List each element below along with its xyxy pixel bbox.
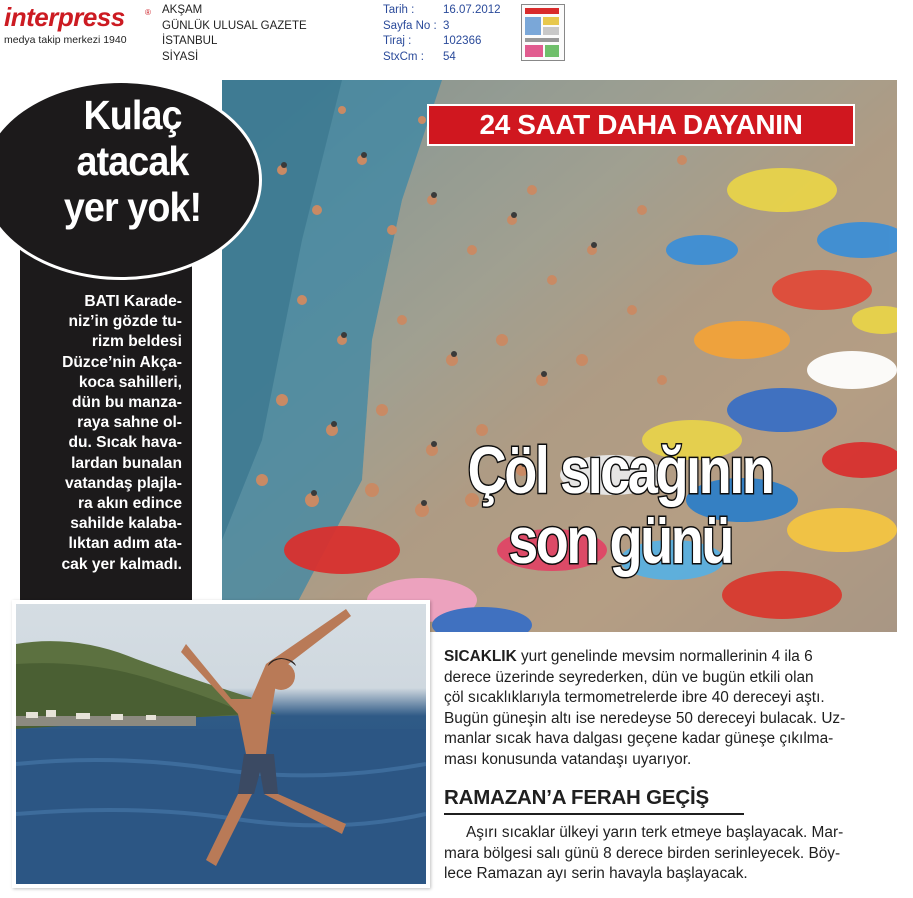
logo-brand: interpress xyxy=(4,2,125,32)
headline-banner: 24 SAAT DAHA DAYANIN xyxy=(427,104,855,146)
article2-line: Aşırı sıcaklar ülkeyi yarın terk etmeye başlayacak. Mar- xyxy=(466,824,844,841)
caption-line: BATI Karade- xyxy=(84,293,182,310)
clipping-meta xyxy=(383,3,523,65)
meta-date-row xyxy=(383,3,523,19)
article-line: çöl sıcaklıklarıyla termometrelerde ibre 40 dereceyi aştı. xyxy=(444,689,825,707)
meta-stxcm-value: 54 xyxy=(443,50,456,63)
caption-line: sahilde kalaba- xyxy=(70,515,182,533)
meta-circulation-value: 102366 xyxy=(443,35,482,47)
bubble-line-2: atacak xyxy=(76,138,189,184)
caption-line: rizm beldesi xyxy=(91,333,182,351)
headline-line-2: son günü xyxy=(508,503,732,577)
main-headline xyxy=(407,435,833,575)
caption-line: niz’in gözde tu- xyxy=(68,313,182,331)
article-first-line xyxy=(444,647,884,668)
caption-line: Düzce’nin Akça- xyxy=(62,353,182,371)
article-body xyxy=(444,647,884,771)
meta-stxcm-row xyxy=(383,50,523,66)
publication-section: SİYASİ xyxy=(162,50,199,63)
sidebar-caption xyxy=(30,292,182,575)
article2-line: mara bölgesi salı günü 8 derece birden serinleyecek. Böy- xyxy=(444,844,841,862)
meta-page-row xyxy=(383,19,523,35)
interpress-logo xyxy=(4,2,154,52)
article-lead-word: SICAKLIK xyxy=(444,648,517,665)
meta-page-label: Sayfa No : xyxy=(383,19,437,32)
caption-line: koca sahilleri, xyxy=(78,373,182,391)
article-line: derece üzerinde seyrederken, dün ve bugün etkili olan xyxy=(444,668,814,686)
caption-line: du. Sıcak hava- xyxy=(68,434,182,452)
article2-line: lece Ramazan ayı serin havayla başlayacak. xyxy=(444,865,748,883)
bubble-line-3: yer yok! xyxy=(63,184,202,230)
publication-type: GÜNLÜK ULUSAL GAZETE xyxy=(162,19,307,32)
article-body-2 xyxy=(444,823,884,885)
caption-line: lıktan adım ata- xyxy=(68,535,182,553)
page-thumbnail[interactable] xyxy=(521,4,565,61)
jumping-boy-photo xyxy=(16,604,426,884)
article-line: Bugün güneşin altı ise neredeyse 50 dereceyi bulacak. Uz- xyxy=(444,709,846,727)
article-line: manlar sıcak hava dalgası geçene kadar güneşe çıkılma- xyxy=(444,730,834,748)
meta-date-value: 16.07.2012 xyxy=(443,4,501,16)
meta-circulation-row xyxy=(383,34,523,50)
meta-circulation-label: Tiraj : xyxy=(383,35,412,47)
caption-line: lardan bunalan xyxy=(71,454,182,472)
caption-line: ra akın edince xyxy=(77,495,182,513)
publication-city: İSTANBUL xyxy=(162,35,218,47)
caption-line: cak yer kalmadı. xyxy=(61,555,182,573)
meta-page-value: 3 xyxy=(443,19,450,32)
article-subhead: RAMAZAN’A FERAH GEÇİŞ xyxy=(444,786,709,809)
headline-line-1: Çöl sıcağının xyxy=(467,433,773,507)
bubble-line-1: Kulaç xyxy=(83,92,182,138)
article-line: ması konusunda vatandaşı uyarıyor. xyxy=(444,750,692,768)
logo-registered-mark: ® xyxy=(145,8,151,17)
meta-date-label: Tarih : xyxy=(383,4,415,16)
caption-line: dün bu manza- xyxy=(71,394,182,412)
caption-line: raya sahne ol- xyxy=(77,414,182,432)
publication-name: AKŞAM xyxy=(162,4,203,16)
article-first-line-rest: yurt genelinde mevsim normallerinin 4 ila 6 xyxy=(516,648,813,665)
bubble-headline xyxy=(38,92,227,230)
logo-subtitle: medya takip merkezi 1940 xyxy=(4,34,127,46)
meta-stxcm-label: StxCm : xyxy=(383,50,424,63)
subhead-underline xyxy=(444,813,744,815)
caption-line: vatandaş plajla- xyxy=(65,474,182,492)
publication-info xyxy=(162,3,307,65)
